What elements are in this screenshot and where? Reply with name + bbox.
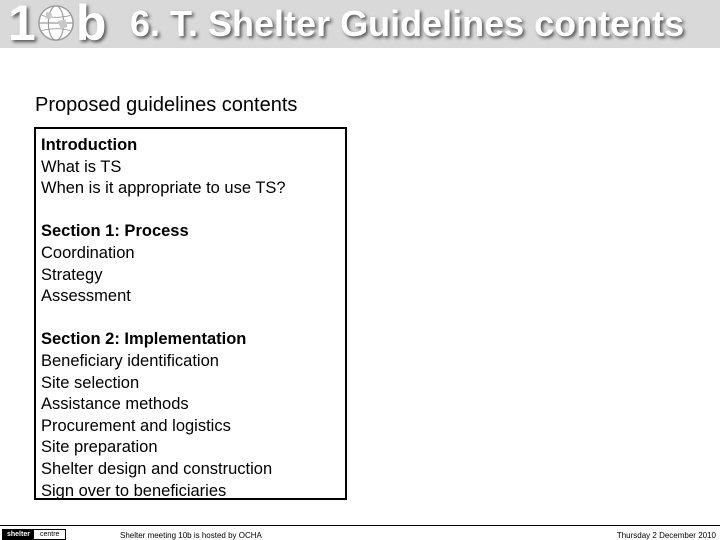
list-item: Sign over to beneficiaries (41, 481, 227, 500)
list-item: Beneficiary identification (41, 351, 219, 370)
list-item: When is it appropriate to use TS? (41, 179, 286, 198)
logo (8, 0, 106, 49)
list-item: Shelter design and construction (41, 459, 273, 478)
brand-left: shelter (3, 530, 34, 539)
spacer (41, 308, 345, 330)
footer-host-note: Shelter meeting 10b is hosted by OCHA (120, 531, 262, 540)
contents-box (34, 127, 347, 500)
footer-divider (0, 525, 720, 526)
list-item: What is TS (41, 157, 122, 176)
header-bar (0, 0, 720, 51)
subtitle: Proposed guidelines contents (35, 94, 298, 116)
brand-right: centre (34, 530, 65, 539)
list-item: Assistance methods (41, 395, 189, 414)
logo-left-char: 1 (8, 0, 36, 51)
shelter-centre-logo (2, 529, 66, 540)
spacer (41, 200, 345, 222)
list-item: Assessment (41, 287, 131, 306)
intro-heading: Introduction (41, 136, 138, 154)
list-item: Strategy (41, 265, 103, 284)
globe-icon (37, 4, 75, 42)
section2-heading: Section 2: Implementation (41, 330, 247, 349)
list-item: Coordination (41, 243, 135, 262)
list-item: Procurement and logistics (41, 416, 231, 435)
section1-heading: Section 1: Process (41, 222, 189, 241)
footer-date: Thursday 2 December 2010 (616, 531, 716, 540)
list-item: Site preparation (41, 438, 158, 457)
list-item: Site selection (41, 373, 140, 392)
logo-right-char: b (75, 0, 107, 51)
page-title: 6. T. Shelter Guidelines contents (130, 3, 685, 44)
